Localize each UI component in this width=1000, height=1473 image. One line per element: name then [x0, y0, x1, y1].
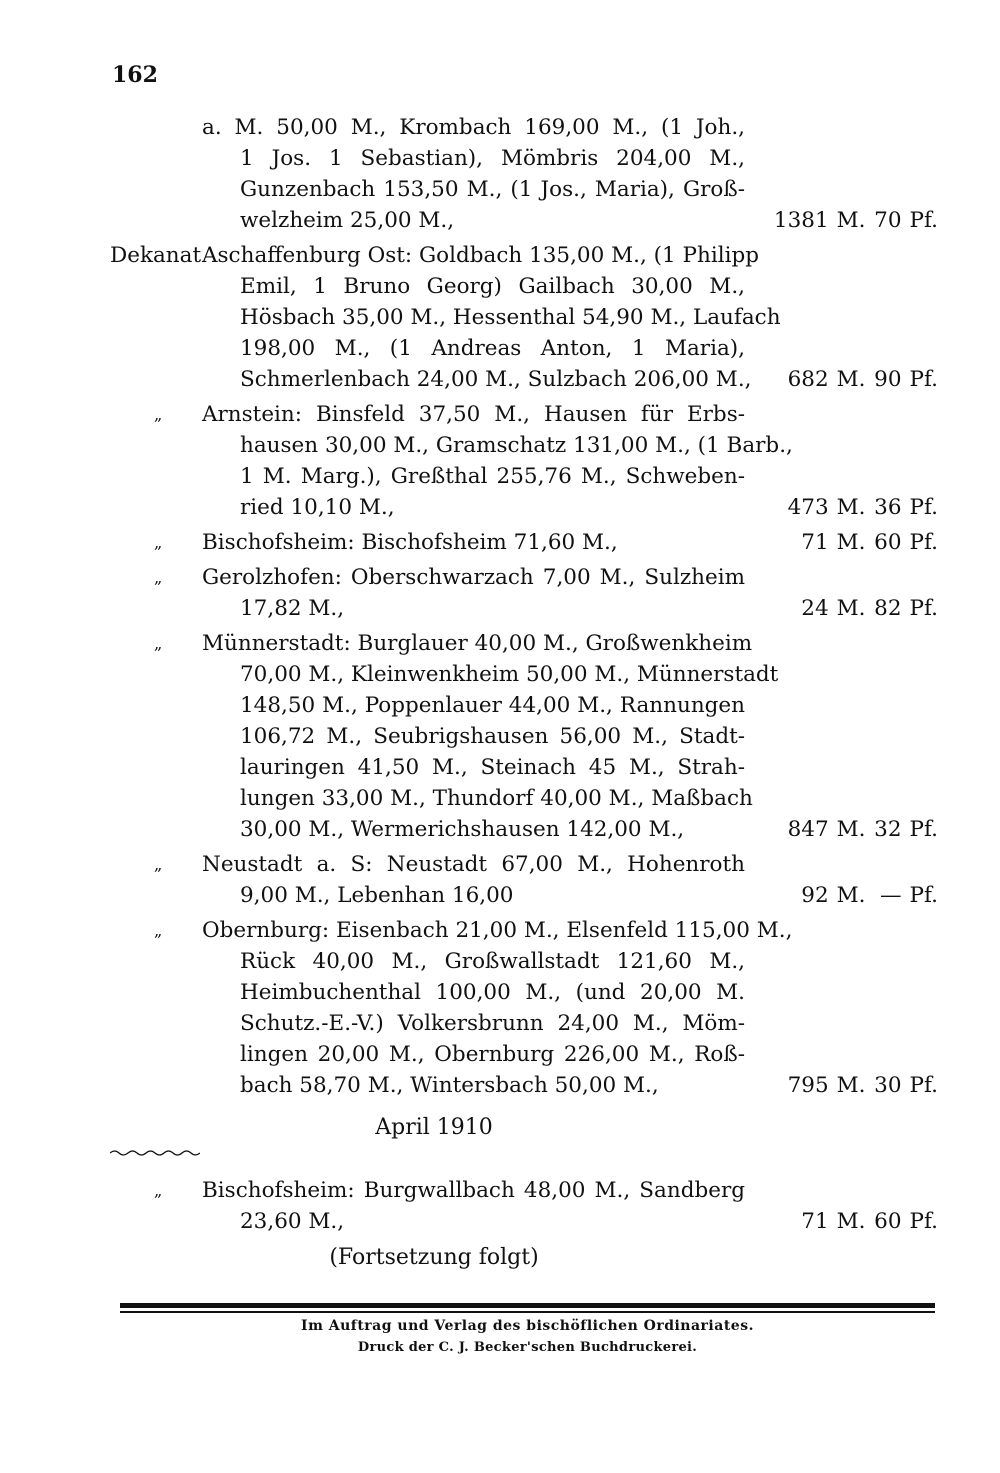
amount-pf-label: Pf.: [909, 208, 938, 233]
entry-line: [110, 659, 938, 690]
amount-pf: —: [880, 883, 902, 908]
ditto-mark: „: [154, 921, 163, 940]
wavy-divider-icon: [110, 1149, 380, 1157]
entry-line: [110, 1206, 938, 1237]
entry-line: [110, 721, 938, 752]
entry-line: [110, 112, 938, 143]
april-donation-list: [110, 1175, 938, 1237]
amount-pf: 36: [874, 495, 902, 520]
entry-amount: [738, 1070, 938, 1101]
amount-m-label: M.: [836, 530, 866, 555]
footer-rule-thin: [120, 1311, 935, 1313]
entry-line: [110, 849, 938, 880]
entry-label: Dekanat: [110, 243, 202, 268]
entry-text: 30,00 M., Wermerichshausen 142,00 M.,: [240, 817, 685, 842]
entry-text: ried 10,10 M.,: [240, 495, 395, 520]
entry-line: [110, 593, 938, 624]
donation-entry: [110, 240, 938, 395]
entry-line: [110, 364, 938, 395]
entry-line: [110, 461, 938, 492]
entry-line: [110, 562, 938, 593]
entry-text: 198,00 M., (1 Andreas Anton, 1 Maria),: [240, 336, 745, 361]
entry-text: Schmerlenbach 24,00 M., Sulzbach 206,00 M.,: [240, 367, 752, 392]
amount-m-label: M.: [836, 883, 866, 908]
footer-rule-thick: [120, 1303, 935, 1308]
entry-line: [110, 333, 938, 364]
entry-text: bach 58,70 M., Wintersbach 50,00 M.,: [240, 1073, 659, 1098]
entry-text: Bischofsheim: Bischofsheim 71,60 M.,: [202, 530, 618, 555]
donation-entry: [110, 527, 938, 558]
entry-line: [110, 205, 938, 236]
amount-m-label: M.: [836, 1209, 866, 1234]
continued-note: (Fortsetzung folgt): [329, 1245, 539, 1270]
footer-printer: Druck der C. J. Becker'schen Buchdruckerei.: [357, 1340, 698, 1355]
entry-line: [110, 302, 938, 333]
entry-text: Arnstein: Binsfeld 37,50 M., Hausen für Erbs-: [202, 402, 745, 427]
ditto-mark: „: [154, 1181, 163, 1200]
entry-line: [110, 783, 938, 814]
entry-text: Münnerstadt: Burglauer 40,00 M., Großwenkheim: [202, 631, 753, 656]
amount-pf: 30: [874, 1073, 902, 1098]
entry-text: Neustadt a. S: Neustadt 67,00 M., Hohenroth: [202, 852, 745, 877]
entry-line: [110, 430, 938, 461]
entry-line: [110, 915, 938, 946]
entry-text: lauringen 41,50 M., Steinach 45 M., Strah-: [240, 755, 745, 780]
amount-pf-label: Pf.: [909, 883, 938, 908]
entry-line: [110, 240, 938, 271]
footer-publisher: Im Auftrag und Verlag des bischöflichen Ordinariates.: [301, 1318, 754, 1334]
entry-amount: [738, 492, 938, 523]
entry-text: 9,00 M., Lebenhan 16,00: [240, 883, 514, 908]
donation-entry: [110, 112, 938, 236]
entry-text: a. M. 50,00 M., Krombach 169,00 M., (1 Joh.,: [202, 115, 745, 140]
amount-pf-label: Pf.: [909, 596, 938, 621]
entry-text: Hösbach 35,00 M., Hessenthal 54,90 M., Laufach: [240, 305, 781, 330]
amount-mark: 847: [787, 817, 829, 842]
entry-amount: [738, 205, 938, 236]
entry-line: [110, 492, 938, 523]
entry-line: [110, 1008, 938, 1039]
entry-line: [110, 752, 938, 783]
amount-mark: 71: [801, 530, 829, 555]
entry-line: [110, 690, 938, 721]
entry-line: [110, 271, 938, 302]
amount-mark: 24: [801, 596, 829, 621]
amount-pf-label: Pf.: [909, 817, 938, 842]
amount-mark: 71: [801, 1209, 829, 1234]
ditto-mark: „: [154, 405, 163, 424]
ditto-mark: „: [154, 533, 163, 552]
amount-m-label: M.: [836, 367, 866, 392]
amount-m-label: M.: [836, 1073, 866, 1098]
amount-m-label: M.: [836, 817, 866, 842]
entry-line: [110, 880, 938, 911]
donation-entry: [110, 562, 938, 624]
entry-line: [110, 527, 938, 558]
amount-mark: 473: [787, 495, 829, 520]
entry-text: lungen 33,00 M., Thundorf 40,00 M., Maßbach: [240, 786, 753, 811]
entry-text: Gerolzhofen: Oberschwarzach 7,00 M., Sulzheim: [202, 565, 745, 590]
amount-pf: 90: [874, 367, 902, 392]
entry-text: Emil, 1 Bruno Georg) Gailbach 30,00 M.,: [240, 274, 745, 299]
amount-pf-label: Pf.: [909, 495, 938, 520]
entry-amount: [738, 814, 938, 845]
document-body: [110, 112, 938, 1275]
entry-text: 148,50 M., Poppenlauer 44,00 M., Rannungen: [240, 693, 745, 718]
entry-text: 1 Jos. 1 Sebastian), Mömbris 204,00 M.,: [240, 146, 745, 171]
entry-text: welzheim 25,00 M.,: [240, 208, 455, 233]
entry-text: 70,00 M., Kleinwenkheim 50,00 M., Münnerstadt: [240, 662, 779, 687]
entry-amount: [738, 364, 938, 395]
amount-m-label: M.: [836, 596, 866, 621]
entry-text: Heimbuchenthal 100,00 M., (und 20,00 M.: [240, 980, 745, 1005]
ditto-mark: „: [154, 855, 163, 874]
ditto-mark: „: [154, 568, 163, 587]
entry-amount: [738, 593, 938, 624]
donation-list: [110, 112, 938, 1101]
entry-text: Obernburg: Eisenbach 21,00 M., Elsenfeld 115,00 M.,: [202, 918, 793, 943]
entry-line: [110, 1070, 938, 1101]
amount-pf: 32: [874, 817, 902, 842]
amount-mark: 682: [787, 367, 829, 392]
amount-pf: 70: [874, 208, 902, 233]
entry-text: 17,82 M.,: [240, 596, 345, 621]
amount-m-label: M.: [836, 208, 866, 233]
donation-entry: [110, 915, 938, 1101]
entry-line: [110, 814, 938, 845]
entry-line: [110, 977, 938, 1008]
entry-text: Gunzenbach 153,50 M., (1 Jos., Maria), Groß-: [240, 177, 745, 202]
amount-pf-label: Pf.: [909, 1209, 938, 1234]
entry-text: lingen 20,00 M., Obernburg 226,00 M., Roß-: [240, 1042, 745, 1067]
amount-pf-label: Pf.: [909, 367, 938, 392]
donation-entry: [110, 399, 938, 523]
entry-amount: [738, 527, 938, 558]
page-number: 162: [112, 62, 158, 88]
amount-mark: 92: [801, 883, 829, 908]
entry-line: [110, 628, 938, 659]
ditto-mark: „: [154, 634, 163, 653]
entry-amount: [738, 1206, 938, 1237]
amount-pf: 60: [874, 530, 902, 555]
donation-entry: [110, 628, 938, 845]
entry-line: [110, 1039, 938, 1070]
entry-text: Aschaffenburg Ost: Goldbach 135,00 M., (1 Philipp: [202, 243, 759, 268]
entry-text: Rück 40,00 M., Großwallstadt 121,60 M.,: [240, 949, 745, 974]
amount-pf: 60: [874, 1209, 902, 1234]
donation-entry: [110, 1175, 938, 1237]
entry-line: [110, 1175, 938, 1206]
entry-text: hausen 30,00 M., Gramschatz 131,00 M., (1 Barb.,: [240, 433, 793, 458]
amount-pf: 82: [874, 596, 902, 621]
amount-mark: 795: [787, 1073, 829, 1098]
entry-line: [110, 946, 938, 977]
entry-text: 106,72 M., Seubrigshausen 56,00 M., Stadt-: [240, 724, 745, 749]
section-heading: April 1910: [375, 1115, 493, 1140]
entry-line: [110, 399, 938, 430]
donation-entry: [110, 849, 938, 911]
amount-pf-label: Pf.: [909, 530, 938, 555]
entry-line: [110, 174, 938, 205]
entry-text: Schutz.-E.-V.) Volkersbrunn 24,00 M., Möm-: [240, 1011, 745, 1036]
entry-text: 1 M. Marg.), Greßthal 255,76 M., Schweben-: [240, 464, 745, 489]
amount-mark: 1381: [773, 208, 829, 233]
entry-text: Bischofsheim: Burgwallbach 48,00 M., Sandberg: [202, 1178, 745, 1203]
amount-pf-label: Pf.: [909, 1073, 938, 1098]
entry-line: [110, 143, 938, 174]
entry-text: 23,60 M.,: [240, 1209, 345, 1234]
amount-m-label: M.: [836, 495, 866, 520]
entry-amount: [738, 880, 938, 911]
